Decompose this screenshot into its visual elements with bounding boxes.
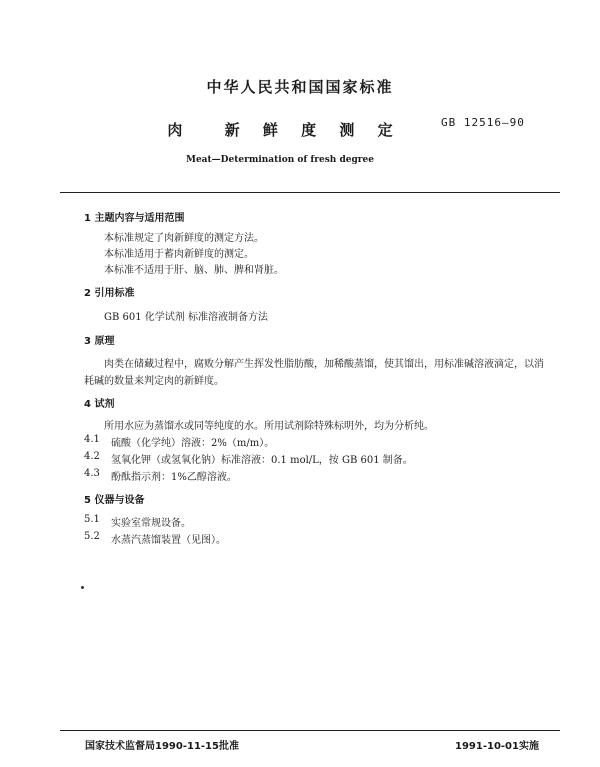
- section-5-item-text: 实验室常规设备。: [111, 518, 191, 529]
- section-5-item-number: 5.1: [84, 514, 100, 525]
- footer-divider: [60, 730, 560, 731]
- standard-number: GB 12516—90: [441, 116, 525, 129]
- title-char: 度: [301, 121, 317, 139]
- title-char: 新: [224, 121, 240, 139]
- section-3-heading: 3 原理: [84, 336, 115, 347]
- section-2-heading: 2 引用标准: [84, 288, 135, 299]
- standard-org-title: 中华人民共和国国家标准: [206, 78, 394, 96]
- section-4-heading: 4 试剂: [84, 399, 115, 410]
- section-3-line: 耗碱的数量来判定肉的新鲜度。: [84, 376, 224, 387]
- section-4-item-text: 酚酞指示剂：1%乙醇溶液。: [111, 472, 237, 483]
- english-title: Meat—Determination of fresh degree: [185, 155, 374, 165]
- title-char: 肉: [167, 121, 183, 139]
- section-4-item-text: 氢氧化钾（或氢氧化钠）标准溶液：0.1 mol/L，按 GB 601 制备。: [111, 455, 413, 466]
- section-1-line: 本标准适用于蓄肉新鲜度的测定。: [104, 249, 254, 260]
- title-char: 测: [339, 121, 355, 139]
- document-title: [0, 119, 560, 140]
- header-divider: [60, 192, 560, 193]
- scan-speck: [81, 586, 84, 589]
- effective-date: 1991-10-01实施: [455, 741, 539, 752]
- title-char: 定: [377, 121, 393, 139]
- section-4-item-text: 硫酸（化学纯）溶液：2%（m/m）。: [111, 438, 275, 449]
- section-1-line: 本标准不适用于肝、脑、肺、脾和肾脏。: [104, 265, 284, 276]
- section-5-heading: 5 仪器与设备: [84, 495, 145, 506]
- section-1-line: 本标准规定了肉新鲜度的测定方法。: [104, 233, 264, 244]
- section-1-heading: 1 主题内容与适用范围: [84, 213, 185, 224]
- title-char: 鲜: [262, 121, 278, 139]
- section-2-line: GB 601 化学试剂 标准溶液制备方法: [104, 312, 268, 323]
- section-4-item-number: 4.1: [84, 434, 100, 445]
- section-4-item-number: 4.2: [84, 451, 100, 462]
- section-5-item-text: 水蒸汽蒸馏装置（见图）。: [111, 535, 226, 546]
- section-5-item-number: 5.2: [84, 531, 100, 542]
- section-4-item-number: 4.3: [84, 468, 100, 479]
- approval-date: 国家技术监督局1990-11-15批准: [85, 741, 239, 752]
- section-4-line: 所用水应为蒸馏水或同等纯度的水。所用试剂除特殊标明外，均为分析纯。: [104, 421, 434, 432]
- section-3-line: 肉类在储藏过程中，腐败分解产生挥发性脂肪酸，加稀酸蒸馏，使其馏出，用标准碱溶液滴定，以消: [104, 359, 544, 370]
